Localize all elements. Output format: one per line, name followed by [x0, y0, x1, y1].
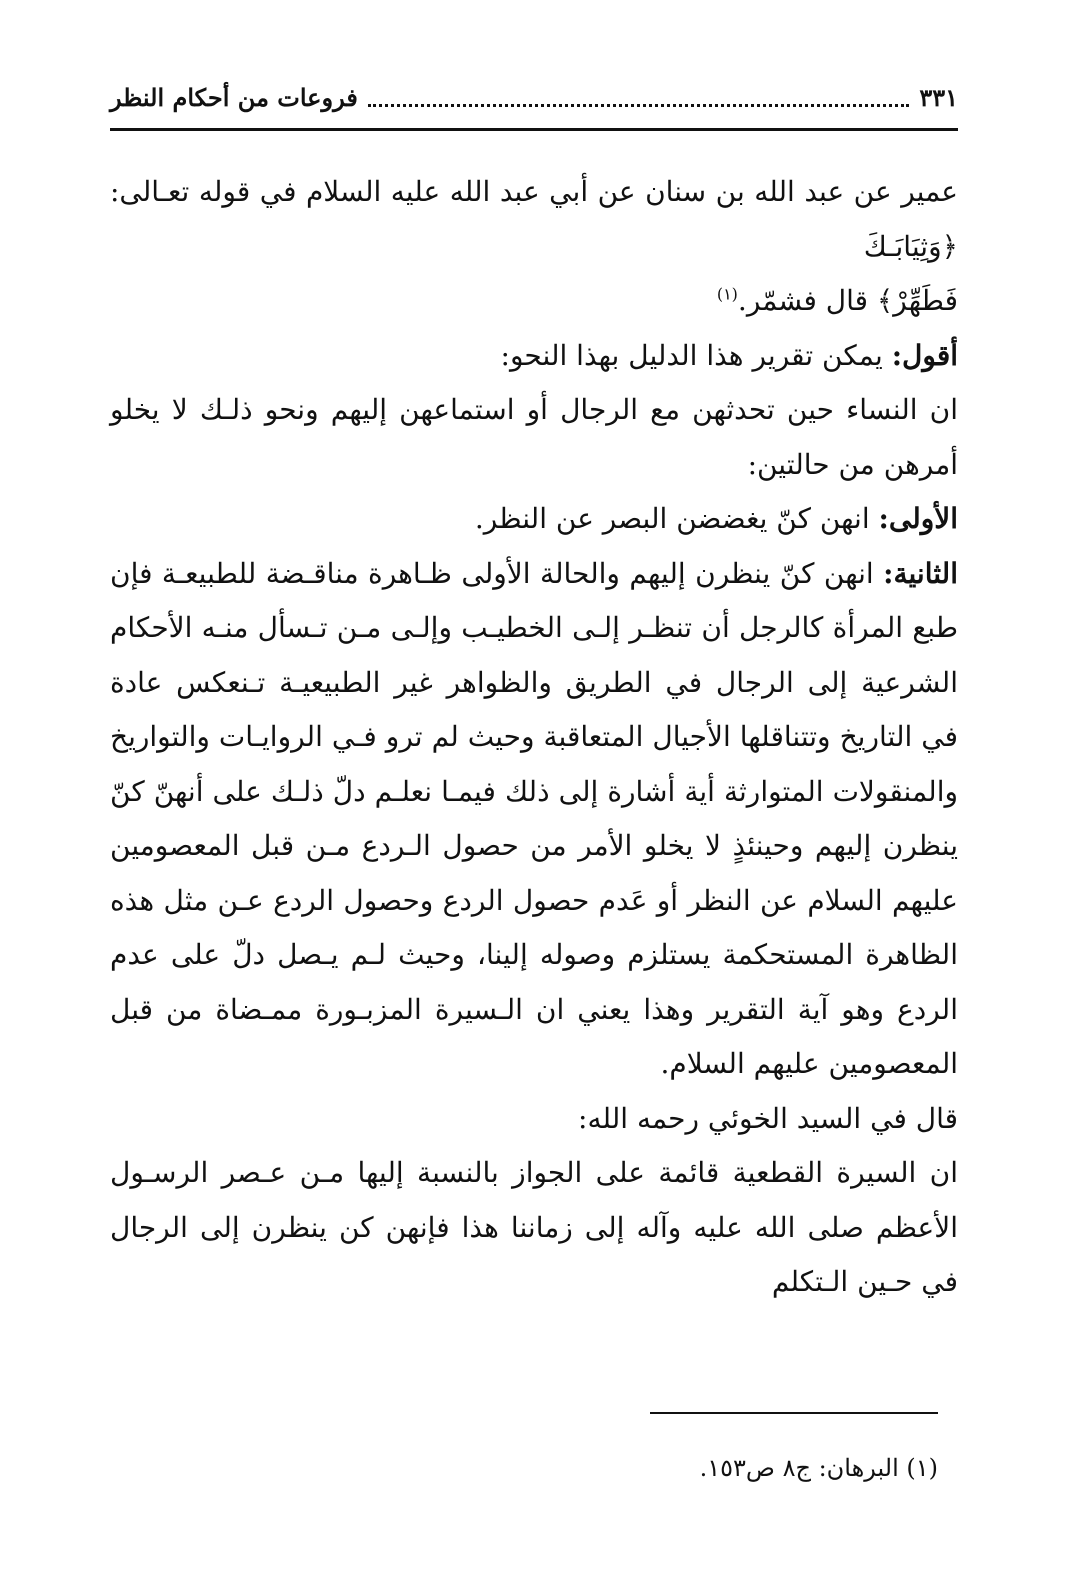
paragraph-1-line-2: فَطَهِّرْ﴾ قال فشمّر. — [737, 284, 958, 317]
paragraph-7-text: ان السيرة القطعية قائمة على الجواز بالنسبة إليها مـن عـصر الرسـول الأعظم صلى الله عليه وآله إلى زماننا هذا فإنهن كن ينظرن إلى الرجال في حـين الـتكلم — [110, 1156, 958, 1298]
paragraph-1 — [110, 165, 958, 329]
footnote-text: (١) البرهان: ج٨ ص١٥٣. — [699, 1454, 938, 1482]
footnote — [110, 1450, 938, 1486]
paragraph-4 — [110, 492, 958, 547]
paragraph-5 — [110, 547, 958, 1092]
header-dot-leader — [368, 104, 910, 107]
paragraph-7 — [110, 1146, 958, 1310]
page-number: ٣٣١ — [919, 83, 958, 112]
paragraph-1-line-1: عمير عن عبد الله بن سنان عن أبي عبد الله عليه السلام في قوله تعـالى: ﴿وَثِيَابَـكَ — [110, 175, 958, 263]
paragraph-3-text: ان النساء حين تحدثهن مع الرجال أو استماعهن إليهم ونحو ذلـك لا يخلو أمرهن من حالتين: — [110, 393, 958, 481]
body-text — [110, 165, 958, 1310]
paragraph-2-label: أقول: — [891, 338, 958, 372]
paragraph-2 — [110, 329, 958, 384]
running-title: فروعات من أحكام النظر — [110, 83, 358, 112]
footnote-ref[interactable]: (١) — [716, 284, 738, 304]
paragraph-5-text: انهن كنّ ينظرن إليهم والحالة الأولى ظـاهرة مناقـضة للطبيعـة فإن طبع المرأة كالرجل أن تنظـر إلـى الخطيـب وإلـى مـن تـسأل منـه الأحكام الشرعية إلى الرجال في الطريق والظواهر غير الطبيعيـة تـنعكس عادة في التاريخ وتتناقلها الأجيال المتعاقبة وحيث لم ترو فـي الروايـات والتواريخ والمنقولات المتوارثة أية أشارة إلى ذلك فيمـا نعلـم دلّ ذلـك على أنهنّ كنّ ينظرن إليهم وحينئذٍ لا يخلو الأمر من حصول الـردع مـن قبل المعصومين عليهم السلام عن النظر أو عَدم حصول الردع وحصول الردع عـن مثل هذه الظاهرة المستحكمة يستلزم وصوله إلينا، وحيث لـم يـصل دلّ على عدم الردع وهو آية التقرير وهذا يعني ان الـسيرة المزبـورة ممـضاة من قبل المعصومين عليهم السلام. — [110, 556, 958, 1080]
paragraph-2-text: يمكن تقرير هذا الدليل بهذا النحو: — [500, 338, 892, 372]
paragraph-5-label: الثانية: — [883, 556, 958, 590]
paragraph-4-text: انهن كنّ يغضضن البصر عن النظر. — [474, 502, 879, 535]
running-header — [110, 78, 958, 118]
header-rule — [110, 128, 958, 131]
paragraph-6 — [110, 1092, 958, 1147]
paragraph-3 — [110, 383, 958, 492]
paragraph-4-label: الأولى: — [878, 502, 958, 535]
paragraph-6-text: قال في السيد الخوئي رحمه الله: — [578, 1101, 958, 1135]
footnote-rule — [650, 1412, 938, 1414]
